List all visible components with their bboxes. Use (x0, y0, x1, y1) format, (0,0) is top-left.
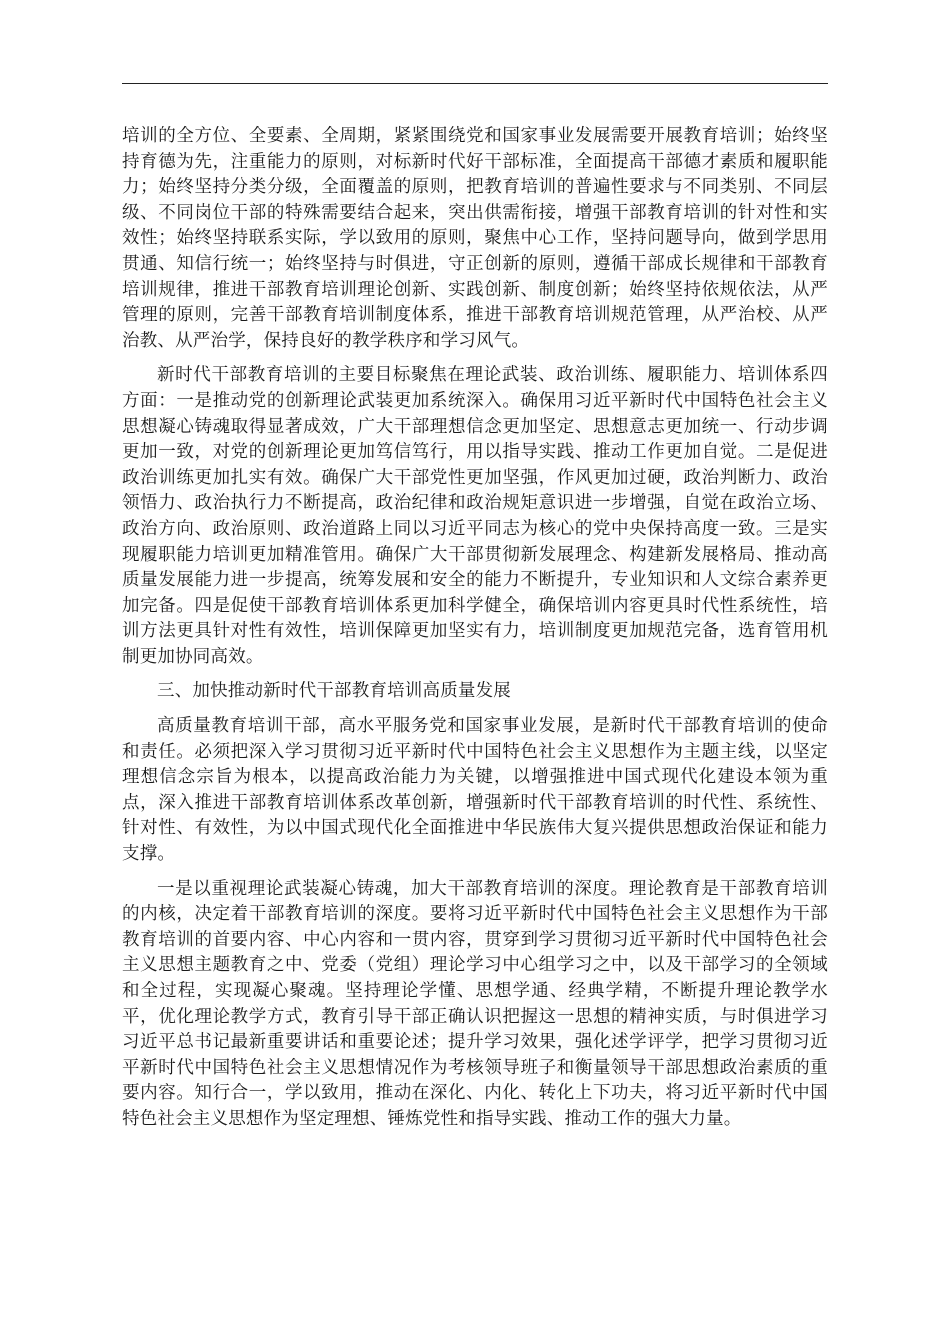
paragraph-continued-principles: 培训的全方位、全要素、全周期，紧紧围绕党和国家事业发展需要开展教育培训；始终坚持育德为先，注重能力的原则，对标新时代好干部标准，全面提高干部德才素质和履职能力；始终坚持分类分级，全面覆盖的原则，把教育培训的普遍性要求与不同类别、不同层级、不同岗位干部的特殊需要结合起来，突出供需衔接，增强干部教育培训的针对性和实效性；始终坚持联系实际，学以致用的原则，聚焦中心工作，坚持问题导向，做到学思用贯通、知信行统一；始终坚持与时俱进，守正创新的原则，遵循干部成长规律和干部教育培训规律，推进干部教育培训理论创新、实践创新、制度创新；始终坚持依规依法，从严管理的原则，完善干部教育培训制度体系，推进干部教育培训规范管理，从严治校、从严治教、从严治学，保持良好的教学秩序和学习风气。 (122, 126, 828, 351)
header-divider (122, 83, 828, 84)
section-heading-three: 三、加快推动新时代干部教育培训高质量发展 (157, 681, 511, 702)
paragraph-high-quality-training: 高质量教育培训干部，高水平服务党和国家事业发展，是新时代干部教育培训的使命和责任。必须把深入学习贯彻习近平新时代中国特色社会主义思想作为主题主线，以坚定理想信念宗旨为根本，以提高政治能力为关键，以增强推进中国式现代化建设本领为重点，深入推进干部教育培训体系改革创新，增强新时代干部教育培训的时代性、系统性、针对性、有效性，为以中国式现代化全面推进中华民族伟大复兴提供思想政治保证和能力支撑。 (122, 716, 828, 865)
paragraph-theory-armament: 一是以重视理论武装凝心铸魂，加大干部教育培训的深度。理论教育是干部教育培训的内核，决定着干部教育培训的深度。要将习近平新时代中国特色社会主义思想作为干部教育培训的首要内容、中心内容和一贯内容，贯穿到学习贯彻习近平新时代中国特色社会主义思想主题教育之中、党委（党组）理论学习中心组学习之中，以及干部学习的全领域和全过程，实现凝心聚魂。坚持理论学懂、思想学通、经典学精，不断提升理论教学水平，优化理论教学方式，教育引导干部正确认识把握这一思想的精神实质，与时俱进学习习近平总书记最新重要讲话和重要论述；提升学习效果，强化述学评学，把学习贯彻习近平新时代中国特色社会主义思想情况作为考核领导班子和衡量领导干部思想政治素质的重要内容。知行合一，学以致用，推动在深化、内化、转化上下功夫，将习近平新时代中国特色社会主义思想作为坚定理想、锤炼党性和指导实践、推动工作的强大力量。 (122, 878, 828, 1129)
document-body (122, 124, 828, 1142)
paragraph-main-goals: 新时代干部教育培训的主要目标聚焦在理论武装、政治训练、履职能力、培训体系四方面：一是推动党的创新理论武装更加系统深入。确保用习近平新时代中国特色社会主义思想凝心铸魂取得显著成效，广大干部理想信念更加坚定、思想意志更加统一、行动步调更加一致，对党的创新理论更加笃信笃行，用以指导实践、推动工作更加自觉。二是促进政治训练更加扎实有效。确保广大干部党性更加坚强，作风更加过硬，政治判断力、政治领悟力、政治执行力不断提高，政治纪律和政治规矩意识进一步增强，自觉在政治立场、政治方向、政治原则、政治道路上同以习近平同志为核心的党中央保持高度一致。三是实现履职能力培训更加精准管用。确保广大干部贯彻新发展理念、构建新发展格局、推动高质量发展能力进一步提高，统筹发展和安全的能力不断提升，专业知识和人文综合素养更加完备。四是促使干部教育培训体系更加科学健全，确保培训内容更具时代性系统性，培训方法更具针对性有效性，培训保障更加坚实有力，培训制度更加规范完备，选育管用机制更加协同高效。 (122, 365, 828, 667)
